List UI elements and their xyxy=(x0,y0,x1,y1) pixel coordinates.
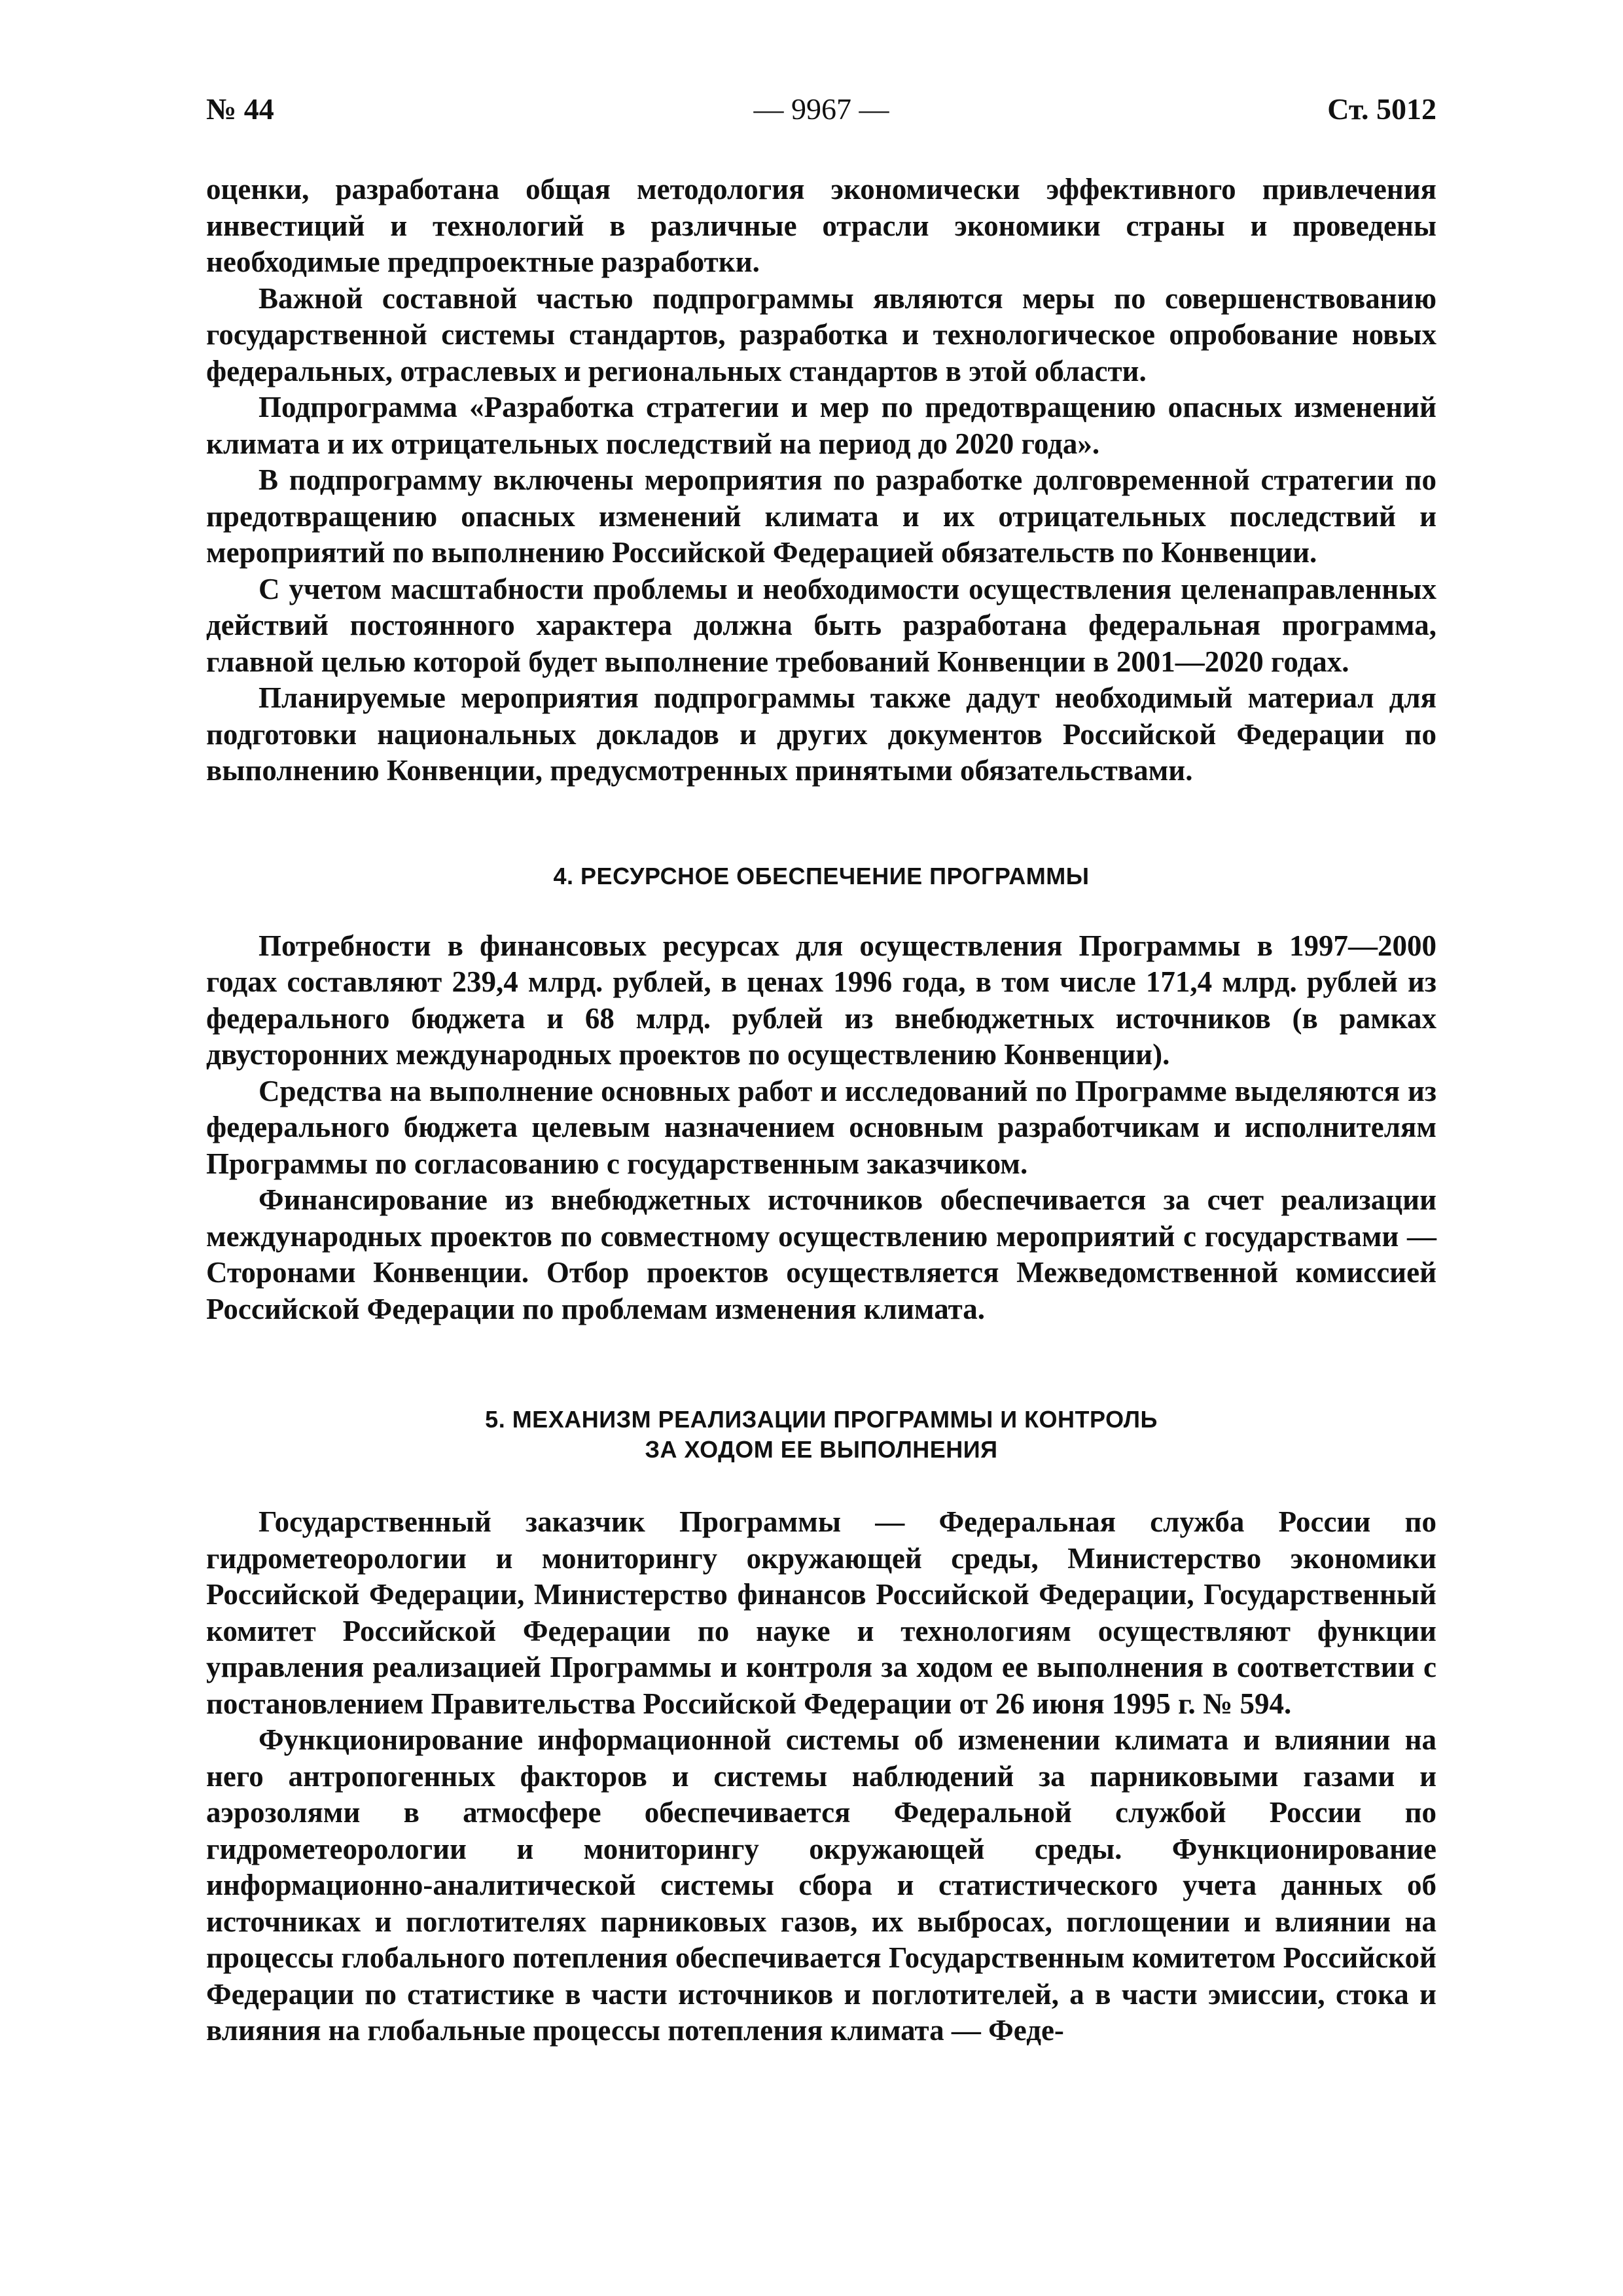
page-header xyxy=(206,92,1436,137)
section-5-title-line-1: 5. МЕХАНИЗМ РЕАЛИЗАЦИИ ПРОГРАММЫ И КОНТРОЛЬ xyxy=(485,1406,1158,1433)
section-5-title-line-2: ЗА ХОДОМ ЕЕ ВЫПОЛНЕНИЯ xyxy=(645,1436,998,1463)
paragraph: Средства на выполнение основных работ и исследований по Программе выделяются из федерального бюджета целевым назначением основным разработчикам и исполнителям Программы по согласованию с государственным заказчиком. xyxy=(206,1074,1436,1180)
section-4-text xyxy=(206,928,1436,1328)
section-5-text xyxy=(206,1504,1436,2049)
paragraph: В подпрограмму включены мероприятия по разработке долговременной стратегии по предотвращению опасных изменений климата и их отрицательных последствий и мероприятий по выполнению Российской Федерацией обязательств по Конвенции. xyxy=(206,463,1436,569)
intro-text xyxy=(206,171,1436,789)
paragraph: оценки, разработана общая методология экономически эффективного привлечения инвестиций и технологий в различные отрасли экономики страны и проведены необходимые предпроектные разработки. xyxy=(206,173,1436,278)
page-number: — 9967 — xyxy=(753,92,889,126)
paragraph: Важной составной частью подпрограммы являются меры по совершенствованию государственной системы стандартов, разработка и технологическое опробование новых федеральных, отраслевых и региональных стандартов в этой области. xyxy=(206,281,1436,387)
paragraph: Планируемые мероприятия подпрограммы также дадут необходимый материал для подготовки национальных докладов и других документов Российской Федерации по выполнению Конвенции, предусмотренных принятыми обязательствами. xyxy=(206,681,1436,787)
paragraph: Подпрограмма «Разработка стратегии и мер по предотвращению опасных изменений климата и их отрицательных последствий на период до 2020 года». xyxy=(206,391,1436,460)
paragraph: Функционирование информационной системы об изменении климата и влиянии на него антропогенных факторов и системы наблюдений за парниковыми газами и аэрозолями в атмосфере обеспечивается Федеральной службой России по гидрометеорологии и мониторингу окружающей среды. Функционирование информационно-аналитической системы сбора и статистического учета данных об источниках и поглотителях парниковых газов, их выбросах, поглощении и влиянии на процессы глобального потепления обеспечивается Государственным комитетом Российской Федерации по статистике в части источников и поглотителей, а в части эмиссии, стока и влияния на глобальные процессы потепления климата — Феде- xyxy=(206,1723,1436,2047)
paragraph: С учетом масштабности проблемы и необходимости осуществления целенаправленных действий постоянного характера должна быть разработана федеральная программа, главной целью которой будет выполнение требований Конвенции в 2001—2020 годах. xyxy=(206,572,1436,678)
issue-number: № 44 xyxy=(206,92,274,126)
paragraph: Государственный заказчик Программы — Федеральная служба России по гидрометеорологии и мониторингу окружающей среды, Министерство экономики Российской Федерации, Министерство финансов Российской Федерации, Государственный комитет Российской Федерации по науке и технологиям осуществляют функции управления реализацией Программы и контроля за ходом ее выполнения в соответствии с постановлением Правительства Российской Федерации от 26 июня 1995 г. № 594. xyxy=(206,1505,1436,1720)
section-4-title-text: 4. РЕСУРСНОЕ ОБЕСПЕЧЕНИЕ ПРОГРАММЫ xyxy=(553,862,1090,889)
paragraph: Финансирование из внебюджетных источников обеспечивается за счет реализации международных проектов по совместному осуществлению мероприятий с государствами — Сторонами Конвенции. Отбор проектов осуществляется Межведомственной комиссией Российской Федерации по проблемам изменения климата. xyxy=(206,1183,1436,1325)
article-number: Ст. 5012 xyxy=(1327,92,1436,126)
section-4-title xyxy=(206,861,1436,891)
section-5-title xyxy=(206,1405,1436,1465)
document-page xyxy=(206,92,1436,2049)
paragraph: Потребности в финансовых ресурсах для осуществления Программы в 1997—2000 годах составляют 239,4 млрд. рублей, в ценах 1996 года, в том числе 171,4 млрд. рублей из федерального бюджета и 68 млрд. рублей из внебюджетных источников (в рамках двусторонних международных проектов по осуществлению Конвенции). xyxy=(206,929,1436,1071)
